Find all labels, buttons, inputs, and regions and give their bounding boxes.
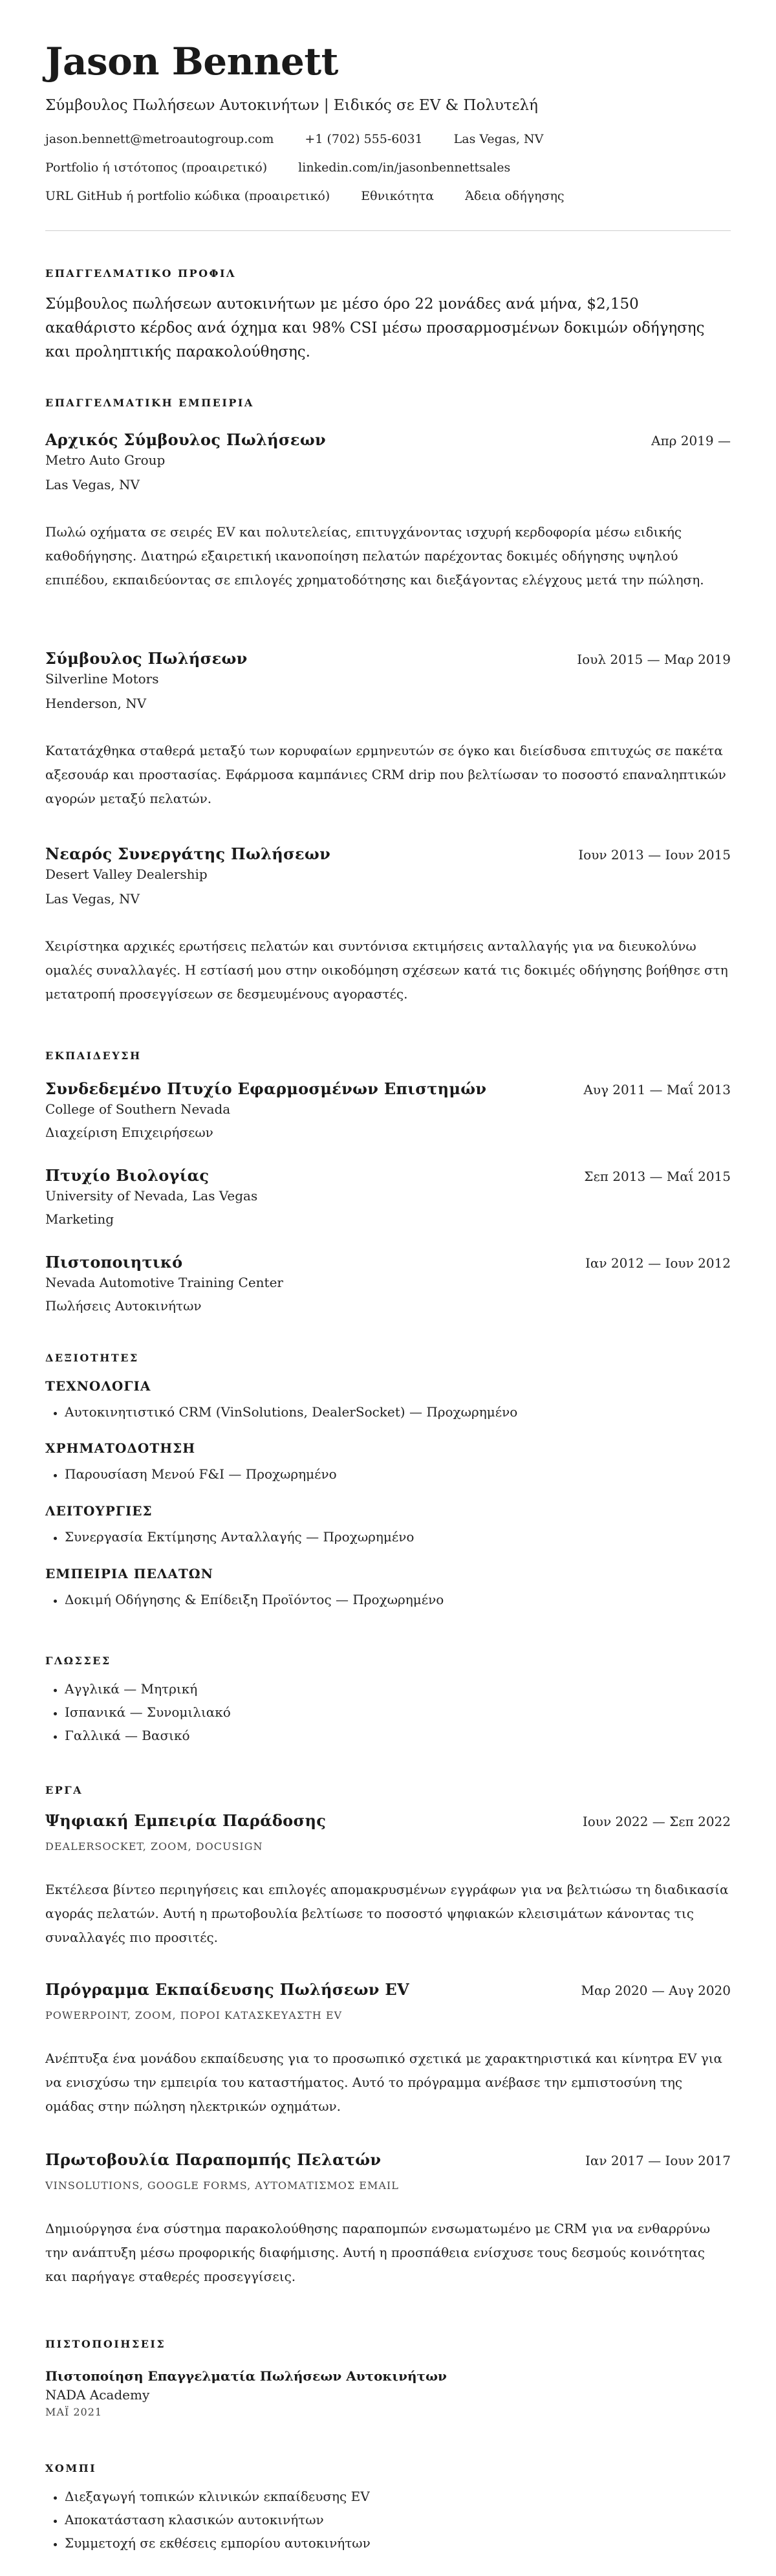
contact-license: Άδεια οδήγησης: [465, 189, 565, 203]
hobby-item: • Διεξαγωγή τοπικών κλινικών εκπαίδευσης EV: [65, 2485, 731, 2508]
project-tech: DEALERSOCKET, ZOOM, DOCUSIGN: [45, 1840, 263, 1853]
skill-item: • Παρουσίαση Μενού F&I — Προχωρημένο: [65, 1462, 731, 1486]
education-item: [45, 1252, 731, 1316]
project-description: Ανέπτυξα ένα μονάδου εκπαίδευσης για το προσωπικό σχετικά με χαρακτηριστικά και κίνητρα EV για να ενισχύσω την εμπειρία του καταστήματος. Αυτό το πρόγραμμα ανέβασε την εμπιστοσύνη της ομάδας στην πώληση ηλεκτρικών οχημάτων.: [45, 2051, 723, 2114]
contact-github[interactable]: URL GitHub ή portfolio κώδικα (προαιρετικό): [45, 189, 330, 203]
contact-nationality: Εθνικότητα: [361, 189, 435, 203]
project-name: Πρόγραμμα Εκπαίδευσης Πωλήσεων EV: [45, 1980, 409, 1999]
skill-category: ΛΕΙΤΟΥΡΓΙΕΣ: [45, 1503, 153, 1519]
project-date: Ιαν 2017 — Ιουν 2017: [585, 2153, 731, 2168]
experience-item: [45, 844, 731, 1006]
skill-item: • Συνεργασία Εκτίμησης Ανταλλαγής — Προχωρημένο: [65, 1525, 731, 1548]
experience-company: Metro Auto Group: [45, 452, 166, 468]
certifications-title: ΠΙΣΤΟΠΟΙΗΣΕΙΣ: [45, 2338, 166, 2350]
summary-title: ΕΠΑΓΓΕΛΜΑΤΙΚΟ ΠΡΟΦΙΛ: [45, 267, 236, 280]
skill-category: ΕΜΠΕΙΡΙΑ ΠΕΛΑΤΩΝ: [45, 1566, 213, 1581]
contact-location: Las Vegas, NV: [453, 132, 544, 146]
certification-date: ΜΑΪ 2021: [45, 2406, 103, 2418]
skill-category: ΤΕΧΝΟΛΟΓΙΑ: [45, 1378, 151, 1394]
project-date: Ιουν 2022 — Σεπ 2022: [582, 1814, 731, 1829]
skills-section: [45, 1351, 731, 1365]
skill-item: • Δοκιμή Οδήγησης & Επίδειξη Προϊόντος — Προχωρημένο: [65, 1588, 731, 1611]
experience-item: [45, 648, 731, 811]
skill-group: [45, 1565, 731, 1611]
contact-portfolio[interactable]: Portfolio ή ιστότοπος (προαιρετικό): [45, 160, 268, 175]
experience-section-title-wrap: [45, 396, 731, 410]
experience-location: Las Vegas, NV: [45, 477, 140, 492]
project-description: Εκτέλεσα βίντεο περιηγήσεις και επιλογές απομακρυσμένων εγγράφων για να βελτιώσω τη διαδικασία αγοράς πελατών. Αυτή η πρωτοβουλία βελτίωσε το ποσοστό ψηφιακών κλεισιμάτων κάνοντας τις συναλλαγές πιο προσιτές.: [45, 1882, 729, 1945]
education-date: Σεπ 2013 — Μαΐ 2015: [584, 1169, 731, 1184]
education-degree: Συνδεδεμένο Πτυχίο Εφαρμοσμένων Επιστημών: [45, 1079, 487, 1098]
education-degree: Πτυχίο Βιολογίας: [45, 1166, 210, 1185]
experience-date: Ιουν 2013 — Ιουν 2015: [578, 847, 731, 863]
experience-company: Silverline Motors: [45, 671, 159, 687]
contact-row-extra: [45, 188, 731, 204]
certification-name: Πιστοποίηση Επαγγελματία Πωλήσεων Αυτοκινήτων: [45, 2368, 447, 2384]
language-item: • Αγγλικά — Μητρική: [65, 1677, 731, 1701]
education-date: Αυγ 2011 — Μαΐ 2013: [583, 1082, 731, 1097]
education-school: Nevada Automotive Training Center: [45, 1275, 283, 1290]
education-field: Marketing: [45, 1211, 114, 1227]
experience-role: Σύμβουλος Πωλήσεων: [45, 649, 248, 668]
project-name: Ψηφιακή Εμπειρία Παράδοσης: [45, 1811, 327, 1830]
education-title-wrap: [45, 1049, 731, 1063]
projects-title: ΕΡΓΑ: [45, 1784, 83, 1796]
project-item: [45, 1811, 731, 1950]
project-name: Πρωτοβουλία Παραπομπής Πελατών: [45, 2150, 382, 2169]
skill-item: • Αυτοκινητιστικό CRM (VinSolutions, DealerSocket) — Προχωρημένο: [65, 1400, 731, 1424]
project-date: Μαρ 2020 — Αυγ 2020: [581, 1983, 731, 1998]
hobbies-title: ΧΟΜΠΙ: [45, 2462, 97, 2474]
contact-email[interactable]: jason.bennett@metroautogroup.com: [45, 132, 274, 146]
certification-item: [45, 2367, 731, 2420]
candidate-headline: Σύμβουλος Πωλήσεων Αυτοκινήτων | Ειδικός σε EV & Πολυτελή: [45, 97, 538, 114]
summary-text: Σύμβουλος πωλήσεων αυτοκινήτων με μέσο όρο 22 μονάδες ανά μήνα, $2,150 ακαθάριστο κέρδος ανά όχημα και 98% CSI μέσω προσαρμοσμένων δοκιμών οδήγησης και προληπτικής παρακολούθησης.: [45, 296, 705, 360]
experience-company: Desert Valley Dealership: [45, 866, 208, 882]
education-title: ΕΚΠΑΙΔΕΥΣΗ: [45, 1050, 142, 1062]
education-field: Πωλήσεις Αυτοκινήτων: [45, 1298, 202, 1314]
contact-linkedin[interactable]: linkedin.com/in/jasonbennettsales: [298, 160, 511, 175]
experience-date: Ιουλ 2015 — Μαρ 2019: [577, 652, 731, 667]
experience-item: [45, 430, 731, 592]
education-field: Διαχείριση Επιχειρήσεων: [45, 1125, 213, 1140]
experience-title: ΕΠΑΓΓΕΛΜΑΤΙΚΗ ΕΜΠΕΙΡΙΑ: [45, 397, 254, 409]
certifications-section: [45, 2337, 731, 2420]
hobby-item: • Συμμετοχή σε εκθέσεις εμπορίου αυτοκινήτων: [65, 2531, 731, 2555]
education-degree: Πιστοποιητικό: [45, 1253, 183, 1271]
skill-group: [45, 1439, 731, 1486]
project-item: [45, 1979, 731, 2119]
project-description: Δημιούργησα ένα σύστημα παρακολούθησης παραπομπών ενσωματωμένο με CRM για να ενθαρρύνω την ανάπτυξη μέσω προφορικής διαφήμισης. Αυτή η προσπάθεια ενίσχυσε τους δεσμούς κοινότητας και παρήγαγε σταθερές προσεγγίσεις.: [45, 2221, 711, 2284]
language-item: • Γαλλικά — Βασικό: [65, 1724, 731, 1747]
experience-location: Henderson, NV: [45, 696, 147, 711]
skill-group: [45, 1377, 731, 1424]
experience-date: Απρ 2019 —: [651, 433, 731, 448]
education-item: [45, 1165, 731, 1229]
languages-section: [45, 1654, 731, 1747]
education-school: College of Southern Nevada: [45, 1101, 231, 1117]
projects-title-wrap: [45, 1783, 731, 1798]
candidate-name: Jason Bennett: [45, 39, 338, 83]
language-item: • Ισπανικά — Συνομιλιακό: [65, 1701, 731, 1724]
experience-location: Las Vegas, NV: [45, 891, 140, 907]
hobby-item: • Αποκατάσταση κλασικών αυτοκινήτων: [65, 2508, 731, 2531]
contact-row-primary: [45, 131, 731, 148]
languages-title: ΓΛΩΣΣΕΣ: [45, 1655, 111, 1667]
education-item: [45, 1079, 731, 1142]
skill-category: ΧΡΗΜΑΤΟΔΟΤΗΣΗ: [45, 1440, 196, 1456]
header-divider: [45, 230, 731, 231]
experience-description: Κατατάχθηκα σταθερά μεταξύ των κορυφαίων ερμηνευτών σε όγκο και διείσδυσα επιτυχώς σε πακέτα αξεσουάρ και προστασίας. Εφάρμοσα καμπάνιες CRM drip που βελτίωσαν το ποσοστό επαναληπτικών αγορών μεταξύ πελατών.: [45, 743, 726, 806]
contact-row-links: [45, 159, 731, 176]
experience-role: Νεαρός Συνεργάτης Πωλήσεων: [45, 844, 331, 863]
contact-phone[interactable]: +1 (702) 555-6031: [305, 132, 423, 146]
experience-description: Χειρίστηκα αρχικές ερωτήσεις πελατών και συντόνισα εκτιμήσεις ανταλλαγής για να διευκολύνω ομαλές συναλλαγές. Η εστίασή μου στην οικοδόμηση σχέσεων κατά τις δοκιμές οδήγησης βοήθησε στη μετατροπή προσεγγίσεων σε δεσμευμένους αγοραστές.: [45, 938, 728, 1002]
skill-group: [45, 1502, 731, 1548]
certification-issuer: NADA Academy: [45, 2387, 150, 2403]
experience-description: Πωλώ οχήματα σε σειρές EV και πολυτελείας, επιτυγχάνοντας ισχυρή κερδοφορία μέσω ειδικής καθοδήγησης. Διατηρώ εξαιρετική ικανοποίηση πελατών παρέχοντας δοκιμές οδήγησης υψηλού επιπέδου, εκπαιδεύοντας σε επιλογές χρηματοδότησης και διεξάγοντας ελέγχους μετά την πώληση.: [45, 524, 704, 588]
education-school: University of Nevada, Las Vegas: [45, 1188, 258, 1204]
project-tech: VINSOLUTIONS, GOOGLE FORMS, ΑΥΤΟΜΑΤΙΣΜΟΣ EMAIL: [45, 2179, 399, 2192]
experience-role: Αρχικός Σύμβουλος Πωλήσεων: [45, 430, 326, 449]
project-tech: POWERPOINT, ZOOM, ΠΟΡΟΙ ΚΑΤΑΣΚΕΥΑΣΤΗ EV: [45, 2009, 343, 2021]
hobbies-section: [45, 2461, 731, 2555]
project-item: [45, 2150, 731, 2289]
summary-section: [45, 267, 731, 364]
skills-title: ΔΕΞΙΟΤΗΤΕΣ: [45, 1352, 139, 1364]
education-date: Ιαν 2012 — Ιουν 2012: [585, 1255, 731, 1271]
